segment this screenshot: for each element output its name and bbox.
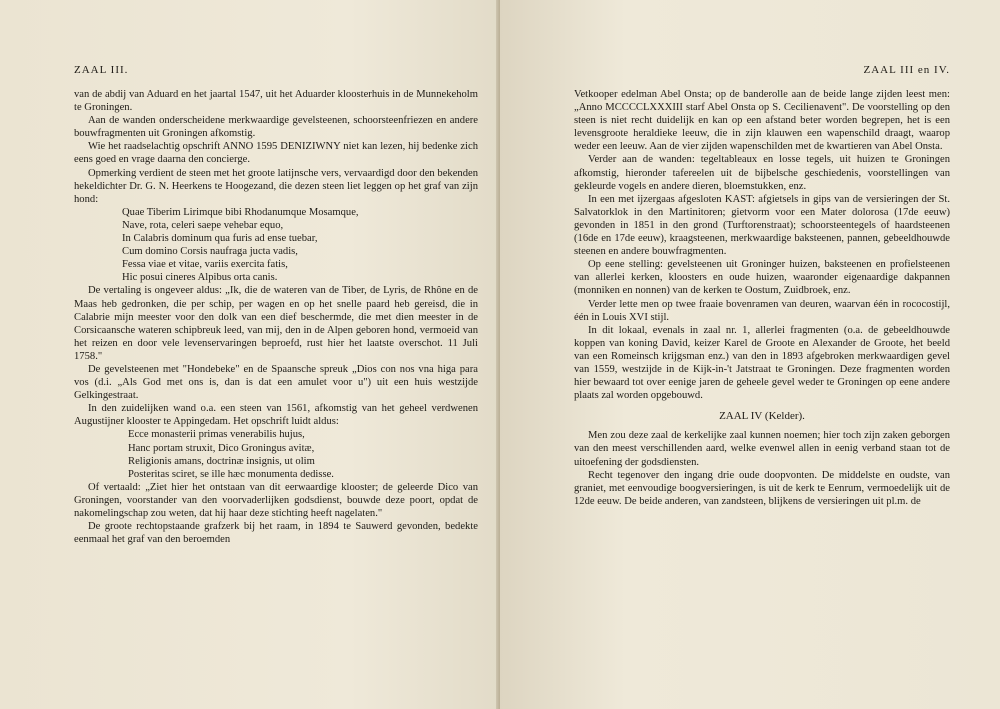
paragraph: De groote rechtopstaande grafzerk bij het raam, in 1894 te Sauwerd gevonden, bedekte eenmaal het graf van den beroemden bbox=[74, 521, 478, 546]
left-page-text bbox=[74, 88, 478, 546]
verse-line: Cum domino Corsis naufraga jucta vadis, bbox=[122, 246, 298, 258]
paragraph: De gevelsteenen met "Hondebeke" en de Spaansche spreuk „Dios con nos vna higa para vos (d.i. „Als God met ons is, dan is dat een amulet voor u") uit een huis westzijde Gelkingestraat. bbox=[74, 363, 478, 402]
paragraph: Of vertaald: „Ziet hier het ontstaan van dit eerwaardige klooster; de geleerde Dico van Groningen, voorstander van den voorvaderlijken godsdienst, bouwde deze poort, opdat de nakomelingschap zou weten, dat hij haar deze stichting heeft nagelaten." bbox=[74, 481, 478, 519]
verse-line: Posteritas sciret, se ille hæc monumenta dedisse. bbox=[128, 468, 334, 480]
paragraph: De vertaling is ongeveer aldus: „Ik, die de wateren van de Tiber, de Lyris, de Rhône en de Maas heb gedronken, die per schip, per wagen en op het snelle paard heb gereisd, die in Calabrie mijn meester voor den dolk van een dief beschermde, die met dien meester in de Corsicaansche wateren schipbreuk leed, van mij, den in de Alpen geboren hond, vermoeid van het reizen en door vele levenservaringen beproefd, rust hier het laatste overschot. 11 Juli 1758." bbox=[74, 285, 478, 362]
verse-line: In Calabris dominum qua furis ad ense tuebar, bbox=[122, 233, 318, 245]
running-header-left: ZAAL III. bbox=[74, 64, 129, 76]
paragraph: Recht tegenover den ingang drie oude doopvonten. De middelste en oudste, van graniet, met eenvoudige boogversieringen, is uit de kerk te Eenrum, vermoedelijk uit de 12de eeuw. De beide anderen, van zandsteen, blijkens de versieringen uit pl.m. de bbox=[574, 469, 950, 507]
verse-line: Fessa viae et vitae, variis exercita fatis, bbox=[122, 259, 288, 271]
paragraph: Wie het raadselachtig opschrift ANNO 1595 DENIZIWNY niet kan lezen, hij bedenke zich eens goed en vrage daarna den concierge. bbox=[74, 141, 478, 166]
paragraph: Op eene stelling: gevelsteenen uit Groninger huizen, baksteenen en profielsteenen van allerlei kerken, kloosters en oude huizen, waaronder eigenaardige dakpannen (monniken en nonnen) van de kerken te Oostum, Zuidbroek, enz. bbox=[574, 259, 950, 297]
section-title: ZAAL IV (Kelder). bbox=[719, 410, 805, 423]
running-header-right: ZAAL III en IV. bbox=[863, 64, 950, 76]
verse-line: Hanc portam struxit, Dico Groningus avitæ, bbox=[128, 442, 315, 454]
paragraph: Men zou deze zaal de kerkelijke zaal kunnen noemen; hier toch zijn zaken geborgen van den meest verschillenden aard, welke evenwel allen in eenig verband staan tot de uitoefening der godsdiensten. bbox=[574, 430, 950, 468]
paragraph: In dit lokaal, evenals in zaal nr. 1, allerlei fragmenten (o.a. de gebeeldhouwde koppen van koning David, keizer Karel de Groote en Alexander de Groote, het beeld van een Romeinsch krijgsman enz.) van den in 1893 afgebroken merkwaardigen gevel van 1559, westzijde in de Kijk-in-'t Jatstraat te Groningen. Deze fragmenten worden hier bewaard tot over eenige jaren de geheele gevel weder te Groningen op eene andere plaats zal worden opgebouwd. bbox=[574, 324, 950, 402]
verse-line: Nave, rota, celeri saepe vehebar equo, bbox=[122, 219, 284, 231]
paragraph: Verder aan de wanden: tegeltableaux en losse tegels, uit huizen te Groningen afkomstig, hieronder tafereelen uit de bijbelsche geschiedenis, voorstellingen van gekleurde vogels en andere dieren, bloemstukken, enz. bbox=[574, 154, 950, 192]
verse-line: Hic posui cineres Alpibus orta canis. bbox=[122, 272, 278, 284]
verse-line: Quae Tiberim Lirimque bibi Rhodanumque Mosamque, bbox=[122, 206, 359, 218]
verse-line: Ecce monasterii primas venerabilis hujus, bbox=[128, 429, 305, 441]
paragraph: In een met ijzergaas afgesloten KAST: afgietsels in gips van de versieringen der St. Salvatorklok in den Martinitoren; gietvorm voor een Mater dolorosa (17de eeuw) gevonden in 1851 in den grond (Turftorenstraat); schoorsteentegels of haardsteenen (16de en 17de eeuw), kraagsteenen, merkwaardige baksteenen, pannen, gebeeldhouwde steenen en andere bouwfragmenten. bbox=[574, 193, 950, 258]
right-page bbox=[500, 0, 1000, 709]
paragraph: Aan de wanden onderscheidene merkwaardige gevelsteenen, schoorsteenfriezen en andere bouwfragmenten uit Groningen afkomstig. bbox=[74, 115, 478, 140]
right-page-text bbox=[574, 88, 950, 508]
paragraph: van de abdij van Aduard en het jaartal 1547, uit het Aduarder kloosterhuis in de Munnekeholm te Groningen. bbox=[74, 89, 478, 114]
paragraph: Vetkooper edelman Abel Onsta; op de banderolle aan de beide lange zijden leest men: „Anno MCCCCLXXXIII starf Abel Onsta op S. Cecilienavent". De voorstelling op den steen is niet recht duidelijk en kan op een afstand beter worden begrepen, het is een levensgroote heraldieke leeuw, die in zijn klauwen een wapenschild draagt, waarop weder een leeuw. Aan de vier zijden wapenschilden met de kwartieren van Abel Onsta. bbox=[574, 89, 950, 153]
paragraph: Opmerking verdient de steen met het groote latijnsche vers, vervaardigd door den bekenden hekeldichter Dr. G. N. Heerkens te Hoogezand, die dezen steen liet leggen op het graf van zijn hond: bbox=[74, 167, 478, 205]
paragraph: In den zuidelijken wand o.a. een steen van 1561, afkomstig van het geheel verdwenen Augustijner klooster te Appingedam. Het opschrift luidt aldus: bbox=[74, 403, 478, 428]
paragraph: Verder lette men op twee fraaie bovenramen van deuren, waarvan één in rococostijl, één in Louis XVI stijl. bbox=[574, 298, 950, 323]
verse-line: Religionis amans, doctrinæ insignis, ut olim bbox=[128, 455, 315, 467]
